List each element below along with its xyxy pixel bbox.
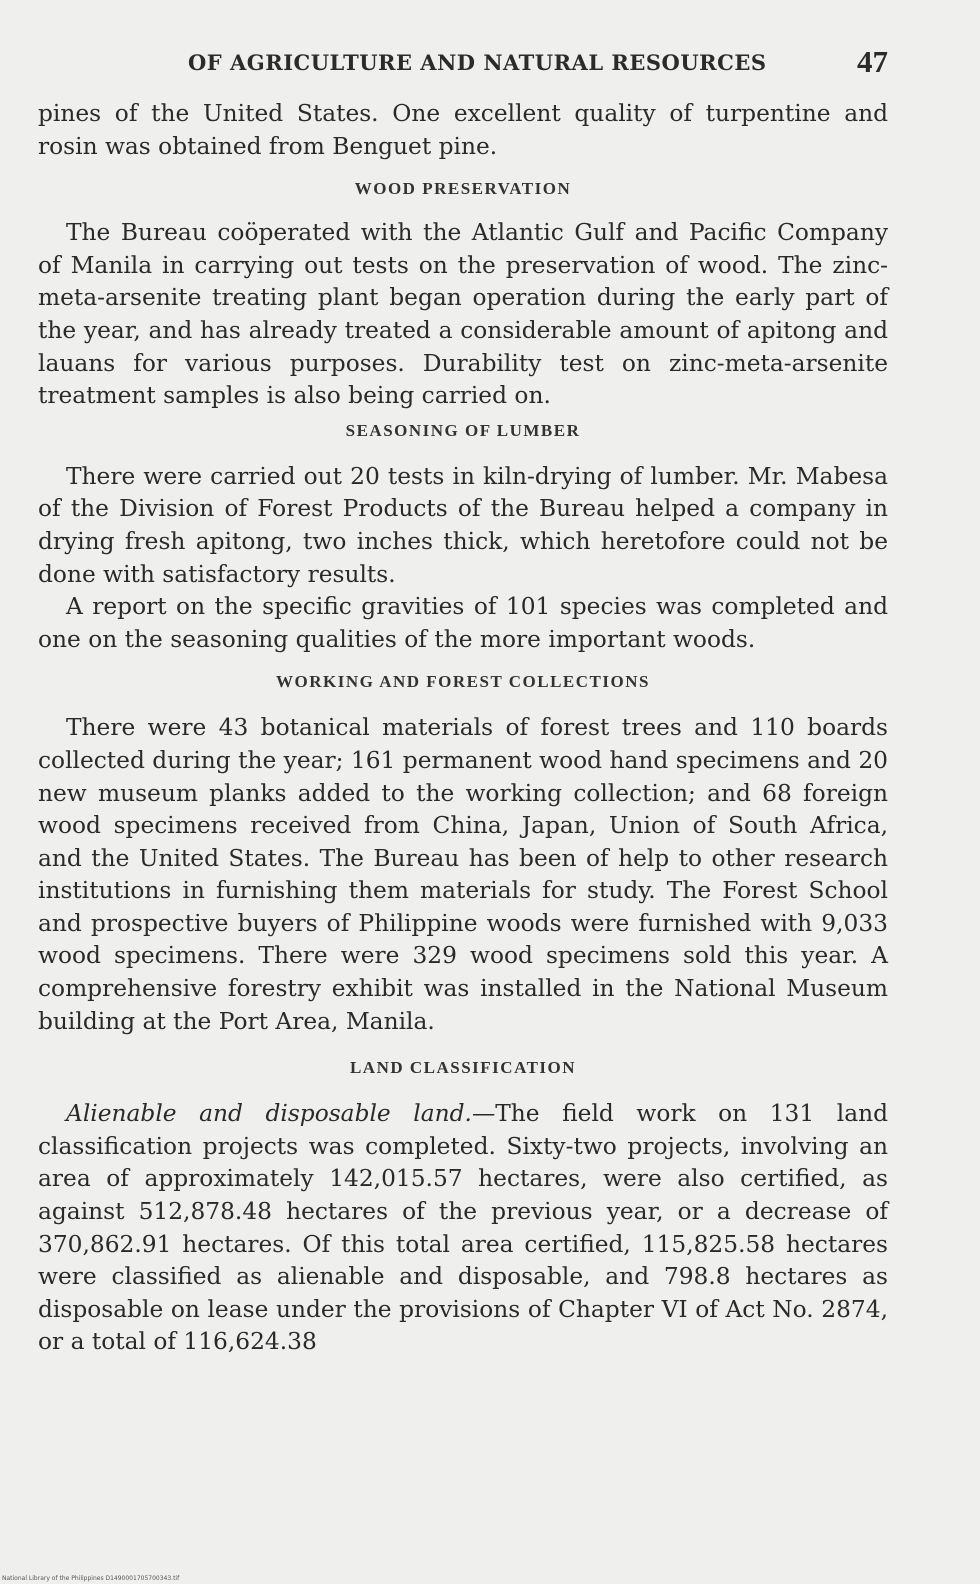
scan-footer-note: National Library of the Philippines D1490001705700343.tif: [2, 1575, 180, 1582]
seasoning-paragraph-2: A report on the specific gravities of 101 species was completed and one on the seasoning qualities of the more important woods.: [38, 593, 888, 653]
seasoning-paragraph-1: There were carried out 20 tests in kiln-drying of lumber. Mr. Mabesa of the Division of Forest Products of the Bureau helped a company in drying fresh apitong, two inches thick, which heretofore could not be done with satisfactory results.: [38, 462, 888, 588]
working-collections-paragraph: There were 43 botanical materials of forest trees and 110 boards collected during the year; 161 permanent wood hand specimens and 20 new museum planks added to the working collection; and 68 foreign wood specimens received from China, Japan, Union of South Africa, and the United States. The Bureau has been of help to other research institutions in furnishing them materials for study. The Forest School and prospective buyers of Philippine woods were furnished with 9,033 wood specimens. There were 329 wood specimens sold this year. A comprehensive forestry exhibit was installed in the National Museum building at the Port Area, Manila.: [38, 714, 888, 1035]
body-text: [38, 98, 888, 1359]
section-heading-land-classification: LAND CLASSIFICATION: [349, 1058, 577, 1078]
land-lead-phrase: Alienable and disposable land.: [66, 1100, 472, 1128]
section-heading-wood-preservation: WOOD PRESERVATION: [354, 179, 572, 199]
intro-paragraph: pines of the United States. One excellent quality of turpentine and rosin was obtained from Benguet pine.: [38, 100, 888, 160]
page-number: 47: [857, 44, 888, 79]
section-heading-working-collections: WORKING AND FOREST COLLECTIONS: [276, 672, 650, 692]
land-classification-text: —The field work on 131 land classification projects was completed. Sixty-two projects, involving an area of approximately 142,015.57 hectares, were also certified, as against 512,878.48 hectares of the previous year, or a decrease of 370,862.91 hectares. Of this total area certified, 115,825.58 hectares were classified as alienable and disposable, and 798.8 hectares as disposable on lease under the provisions of Chapter VI of Act No. 2874, or a total of 116,624.38: [38, 1100, 889, 1356]
running-header: [38, 44, 888, 84]
land-classification-paragraph: [38, 1098, 888, 1359]
running-header-title: OF AGRICULTURE AND NATURAL RESOURCES: [188, 50, 767, 75]
section-heading-seasoning: SEASONING OF LUMBER: [345, 420, 581, 440]
wood-preservation-paragraph: The Bureau coöperated with the Atlantic Gulf and Pacific Company of Manila in carrying out tests on the preservation of wood. The zinc-meta-arsenite treating plant began operation during the early part of the year, and has already treated a considerable amount of apitong and lauans for various purposes. Durability test on zinc-meta-arsenite treatment samples is also being carried on.: [38, 219, 888, 410]
